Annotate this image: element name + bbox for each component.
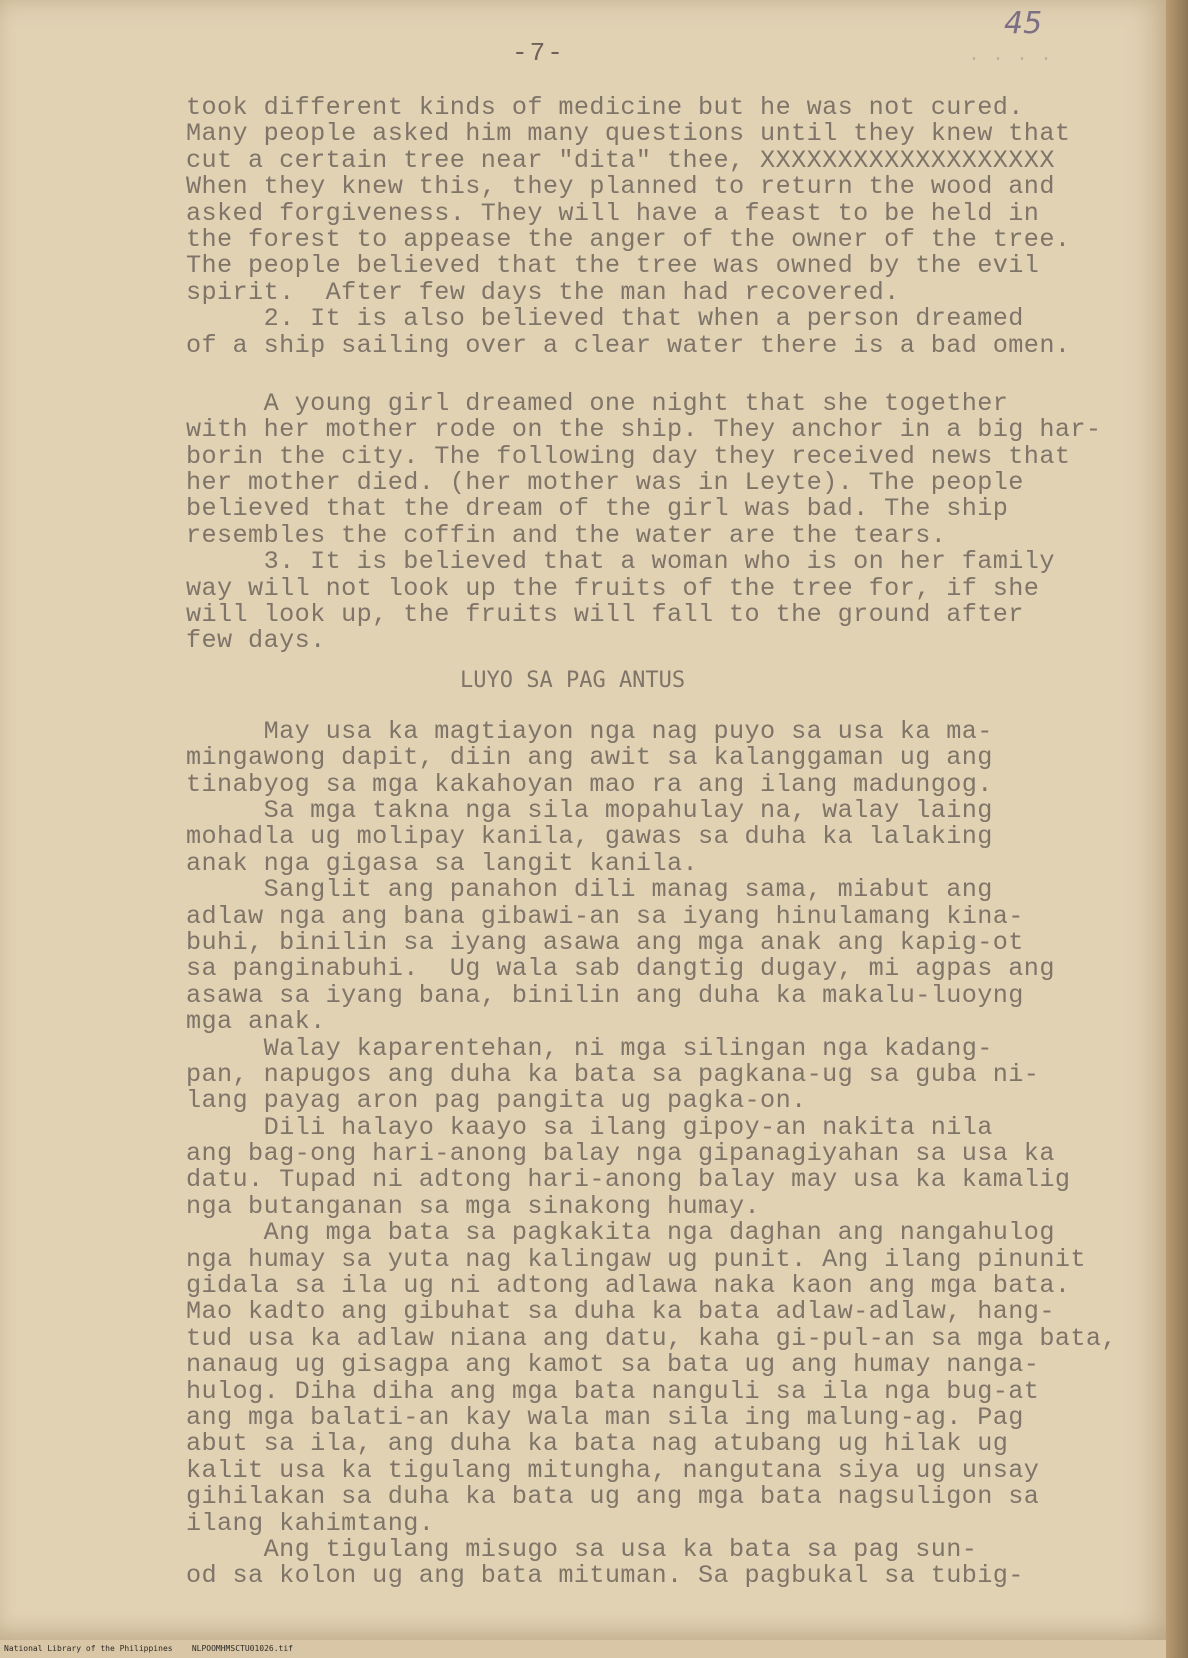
section-heading: LUYO SA PAG ANTUS (460, 667, 686, 693)
text-line: 3. It is believed that a woman who is on her family (186, 547, 1055, 577)
text-line: Mao kadto ang gibuhat sa duha ka bata adlaw-adlaw, hang- (186, 1297, 1055, 1327)
text-line: nga humay sa yuta nag kalingaw ug punit. Ang ilang pinunit (186, 1244, 1086, 1274)
text-line: took different kinds of medicine but he was not cured. (186, 93, 1024, 122)
paragraph-tree-spirit (186, 95, 1146, 359)
text-line: adlaw nga ang bana gibawi-an sa iyang hinulamang kina- (186, 901, 1024, 931)
page-edge (1166, 0, 1188, 1658)
text-line: will look up, the fruits will fall to the ground after (186, 600, 1024, 630)
text-line: mga anak. (186, 1007, 326, 1037)
text-line: asked forgiveness. They will have a feast to be held in (186, 198, 1040, 228)
text-line: nga butanganan sa mga sinakong humay. (186, 1191, 761, 1221)
scan-footer (4, 1644, 293, 1653)
text-line: few days. (186, 626, 326, 656)
text-line: Many people asked him many questions until they knew that (186, 119, 1071, 149)
text-line: asawa sa iyang bana, binilin ang duha ka makalu-luoyng (186, 980, 1024, 1010)
text-line: gidala sa ila ug ni adtong adlawa naka kaon ang mga bata. (186, 1271, 1071, 1301)
footer-file-id: NLPOOMHMSCTU01026.tif (191, 1644, 293, 1653)
text-line: abut sa ila, ang duha ka bata nag atubang ug hilak ug (186, 1429, 1009, 1459)
text-line: lang payag aron pag pangita ug pagka-on. (186, 1086, 807, 1116)
text-line: anak nga gigasa sa langit kanila. (186, 848, 698, 878)
text-line: When they knew this, they planned to return the wood and (186, 172, 1055, 202)
text-line: The people believed that the tree was owned by the evil (186, 251, 1040, 281)
text-line: tud usa ka adlaw niana ang datu, kaha gi-pul-an sa mga bata, (186, 1323, 1117, 1353)
text-line: with her mother rode on the ship. They anchor in a big har- (186, 415, 1102, 445)
text-line: her mother died. (her mother was in Leyte). The people (186, 468, 1024, 498)
text-line: datu. Tupad ni adtong hari-anong balay may usa ka kamalig (186, 1165, 1071, 1195)
text-line: borin the city. The following day they received news that (186, 441, 1071, 471)
text-line: Walay kaparentehan, ni mga silingan nga kadang- (186, 1033, 993, 1063)
text-line: of a ship sailing over a clear water there is a bad omen. (186, 330, 1071, 360)
text-line: nanaug ug gisagpa ang kamot sa bata ug ang humay nanga- (186, 1350, 1040, 1380)
text-line: Sanglit ang panahon dili manag sama, miabut ang (186, 875, 993, 905)
text-line: resembles the coffin and the water are the tears. (186, 520, 947, 550)
typewritten-body (186, 95, 1146, 1590)
text-line: hulog. Diha diha ang mga bata nanguli sa ila nga bug-at (186, 1376, 1040, 1406)
text-line: Ang tigulang misugo sa usa ka bata sa pag sun- (186, 1534, 978, 1564)
text-line: ang mga balati-an kay wala man sila ing malung-ag. Pag (186, 1402, 1024, 1432)
text-line: the forest to appease the anger of the owner of the tree. (186, 224, 1071, 254)
text-line: buhi, binilin sa iyang asawa ang mga anak ang kapig-ot (186, 927, 1024, 957)
text-line: way will not look up the fruits of the tree for, if she (186, 573, 1040, 603)
text-line: pan, napugos ang duha ka bata sa pagkana-ug sa guba ni- (186, 1059, 1040, 1089)
page-number: -7- (512, 38, 565, 68)
text-line: mohadla ug molipay kanila, gawas sa duha ka lalaking (186, 822, 993, 852)
paragraph-gap (186, 359, 1146, 391)
text-line: od sa kolon ug ang bata mituman. Sa pagbukal sa tubig- (186, 1561, 1024, 1591)
text-line: spirit. After few days the man had recovered. (186, 277, 900, 307)
text-line: gihilakan sa duha ka bata ug ang mga bata nagsuligon sa (186, 1482, 1040, 1512)
footer-library: National Library of the Philippines (4, 1644, 173, 1653)
faint-stamp: · · · · (968, 48, 1053, 71)
text-line: ang bag-ong hari-anong balay nga gipanagiyahan sa usa ka (186, 1139, 1055, 1169)
text-line: mingawong dapit, diin ang awit sa kalanggaman ug ang (186, 743, 993, 773)
text-line: believed that the dream of the girl was bad. The ship (186, 494, 1009, 524)
paragraph-story (186, 716, 1146, 1591)
text-line: cut a certain tree near "dita" thee, XXXXXXXXXXXXXXXXXXX (186, 145, 1055, 175)
archive-number: 45 (1004, 6, 1043, 41)
text-line: kalit usa ka tigulang mitungha, nangutana siya ug unsay (186, 1455, 1040, 1485)
text-line: sa panginabuhi. Ug wala sab dangtig dugay, mi agpas ang (186, 954, 1055, 984)
text-line: Sa mga takna nga sila mopahulay na, walay laing (186, 795, 993, 825)
text-line: A young girl dreamed one night that she together (186, 388, 1009, 418)
paragraph-ship-dream (186, 388, 1146, 656)
text-line: Dili halayo kaayo sa ilang gipoy-an nakita nila (186, 1112, 993, 1142)
text-line: May usa ka magtiayon nga nag puyo sa usa ka ma- (186, 716, 993, 746)
text-line: 2. It is also believed that when a person dreamed (186, 304, 1024, 334)
text-line: tinabyog sa mga kakahoyan mao ra ang ilang madungog. (186, 769, 993, 799)
text-line: Ang mga bata sa pagkakita nga daghan ang nangahulog (186, 1218, 1055, 1248)
text-line: ilang kahimtang. (186, 1508, 435, 1538)
